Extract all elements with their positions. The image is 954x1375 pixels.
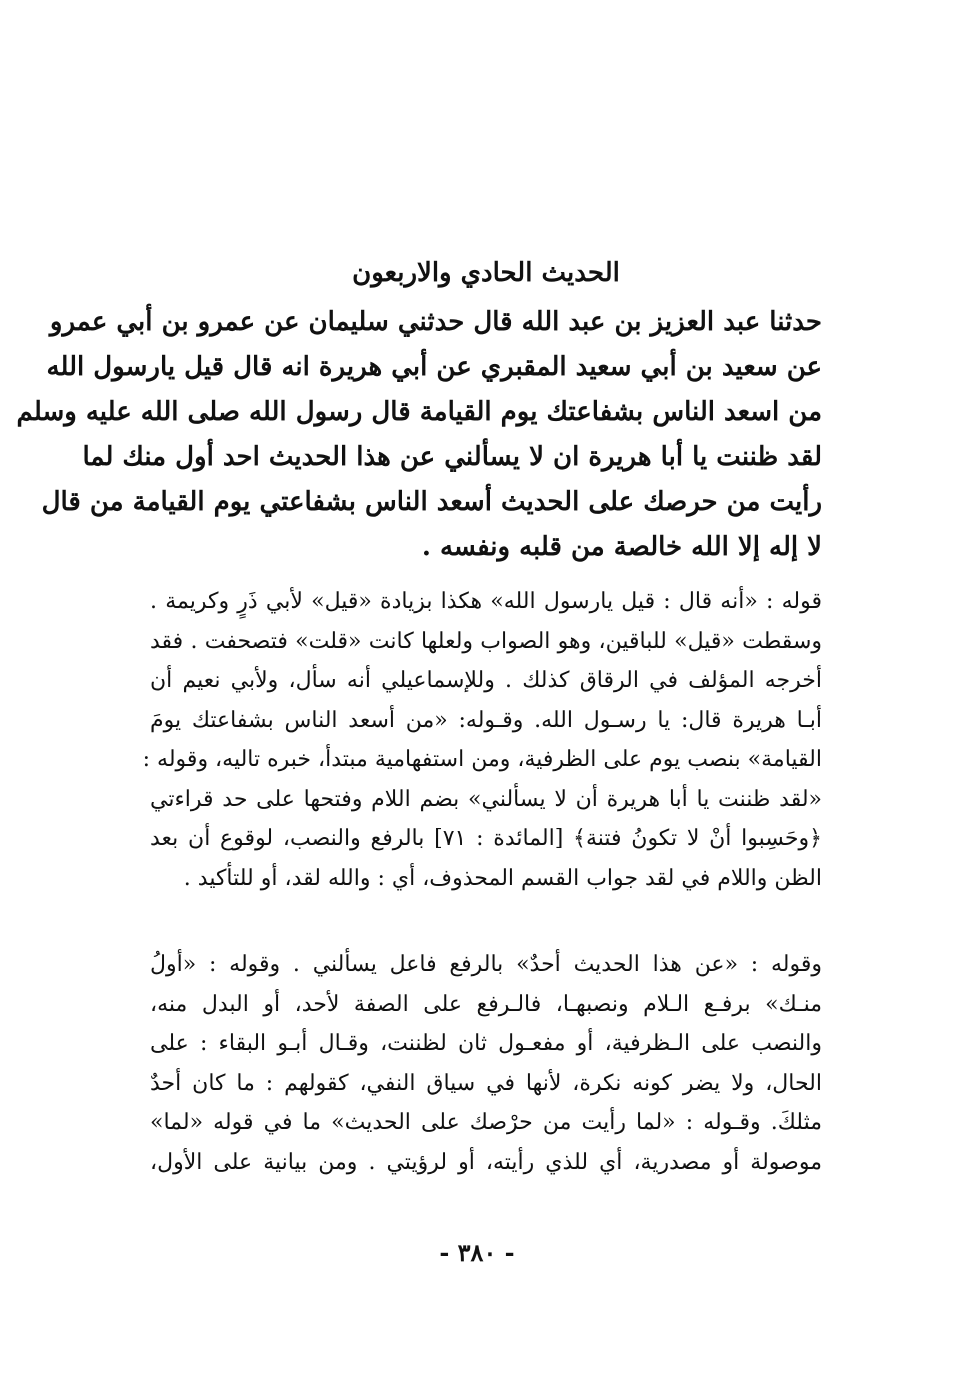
- commentary-line: أخرجه المؤلف في الرقاق كذلك . وللإسماعيلي أنه سأل، ولأبي نعيم أن: [150, 668, 822, 693]
- commentary-line: وقوله : «عن هذا الحديث أحدٌ» بالرفع فاعل يسألني . وقوله : «أولُ: [150, 952, 822, 977]
- hadith-line: حدثنا عبد العزيز بن عبد الله قال حدثني سليمان عن عمرو بن أبي عمرو: [49, 307, 822, 337]
- commentary-line: مثلكَ. وقـوله : «لما رأيت من حرْصك على الحديث» ما في قوله «لما»: [150, 1110, 822, 1135]
- commentary-line: قوله : «أنه قال : قيل يارسول الله» هكذا بزيادة «قيل» لأبي ذَرٍ وكريمة .: [150, 589, 822, 614]
- hadith-line: لقد ظننت يا أبا هريرة ان لا يسألني عن هذا الحديث احد أول منك لما: [82, 442, 822, 472]
- commentary-line: أبـا هريرة قال: يا رسـول الله. وقـوله: «من أسعد الناس بشفاعتك يومَ: [150, 707, 822, 733]
- commentary-line: الحال، ولا يضر كونه نكرة، لأنها في سياق النفي، كقولهم : ما كان أحدٌ: [150, 1070, 822, 1096]
- hadith-line: من اسعد الناس بشفاعتك يوم القيامة قال رسول الله صلى الله عليه وسلم: [16, 397, 822, 427]
- section-title: الحديث الحادي والاربعون: [352, 258, 620, 288]
- hadith-line: عن سعيد بن أبي سعيد المقبري عن أبي هريرة انه قال قيل يارسول الله: [46, 352, 822, 382]
- commentary-line: ﴿وحَسِبوا أنْ لا تكونُ فتنة﴾ [المائدة : ٧١] بالرفع والنصب، لوقوع أن بعد: [150, 826, 823, 851]
- commentary-line: والنصب على الـظرفية، أو مفعـول ثان لظننت، وقـال أبـو البقاء : على: [150, 1031, 822, 1056]
- hadith-line: رأيت من حرصك على الحديث أسعد الناس بشفاعتي يوم القيامة من قال: [41, 487, 822, 517]
- hadith-line: لا إله إلا الله خالصة من قلبه ونفسه .: [421, 532, 822, 562]
- commentary-line: «لقد ظننت يا أبا هريرة أن لا يسألني» بضم اللام وفتحها على حد قراءتي: [150, 786, 822, 812]
- commentary-line: موصولة أو مصدرية، أي للذي رأيته، أو لرؤيتي . ومن بيانية على الأول،: [150, 1149, 822, 1175]
- commentary-line: الظن واللام في لقد جواب القسم المحذوف، أي : والله لقد، أو للتأكيد .: [183, 865, 822, 891]
- commentary-paragraph-1: [142, 582, 823, 898]
- commentary-paragraph-2: [150, 945, 822, 1182]
- page-number: - ٣٨٠ -: [439, 1238, 515, 1267]
- commentary-line: وسقطت «قيل» للباقين، وهو الصواب ولعلها كانت «قلت» فتصحفت . فقد: [150, 628, 822, 654]
- commentary-line: منـك» برفـع الـلام ونصبهـا، فالـرفع على الصفة لأحد، أو البدل منه،: [150, 991, 822, 1017]
- commentary-line: القيامة» بنصب يوم على الظرفية، ومن استفهامية مبتدأ، خبره تاليه، وقوله :: [142, 747, 822, 772]
- hadith-text: [16, 300, 822, 570]
